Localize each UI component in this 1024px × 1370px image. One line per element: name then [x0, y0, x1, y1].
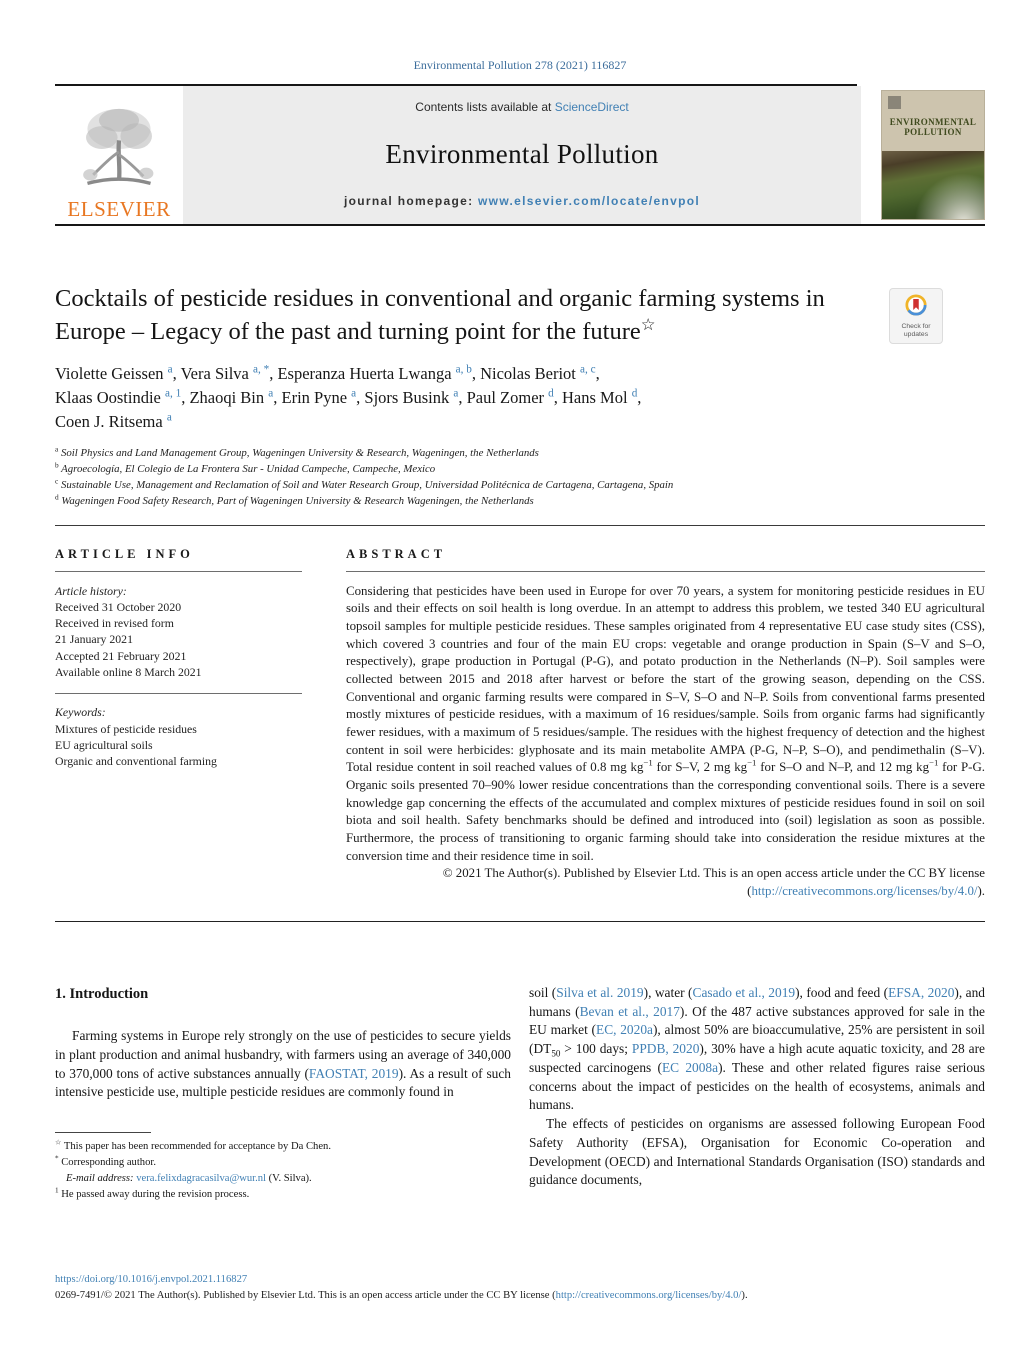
text-segment: ), almost 50% are bioaccumulative, 25% are persistent in soil (DT	[529, 1022, 986, 1057]
text-segment: for S–O and N–P, and 12 mg kg	[756, 760, 930, 775]
text-segment: This paper has been recommended for acceptance by Da Chen.	[61, 1141, 331, 1153]
affiliation-line	[55, 493, 985, 509]
text-segment: Corresponding author.	[58, 1157, 156, 1169]
inline-link[interactable]: a, *	[253, 363, 270, 376]
inline-link[interactable]: ScienceDirect	[554, 100, 629, 114]
journal-homepage-line	[344, 194, 700, 208]
text-segment: ,	[637, 388, 642, 408]
inline-link[interactable]: Bevan et al., 2017	[579, 1003, 680, 1019]
text-segment: ☆	[640, 314, 656, 334]
check-badge-label: Check for updates	[901, 323, 931, 339]
article-title	[55, 283, 855, 348]
inline-link[interactable]: a	[166, 411, 172, 424]
inline-link[interactable]: a	[351, 387, 357, 400]
article-history	[55, 583, 302, 681]
text-segment: He passed away during the revision process.	[58, 1188, 250, 1200]
abstract-license-line	[346, 883, 985, 901]
keyword-line: Organic and conventional farming	[55, 754, 217, 769]
history-line: Received in revised form	[55, 616, 174, 631]
journal-citation-link[interactable]: Environmental Pollution 278 (2021) 116827	[413, 58, 627, 72]
history-line: Received 31 October 2020	[55, 599, 182, 614]
article-info-header: ARTICLE INFO	[55, 546, 194, 561]
text-segment: ☆	[55, 1138, 62, 1147]
text-segment: ), and humans (	[529, 984, 985, 1019]
masthead-bottom-rule	[55, 224, 985, 226]
text-segment: E-mail address:	[66, 1172, 137, 1184]
footnote-divider-rule	[55, 1132, 151, 1133]
inline-link[interactable]: EC 2008a	[661, 1059, 719, 1075]
journal-title: Environmental Pollution	[385, 138, 659, 169]
check-for-updates-icon	[905, 303, 927, 320]
text-segment: , Zhaoqi Bin	[181, 388, 269, 408]
text-segment: ). Of the 487 active substances approved for sale in the EU market (	[529, 1003, 986, 1038]
text-segment: , Erin Pyne	[273, 388, 352, 408]
text-segment: a	[55, 444, 59, 454]
contents-lists-line	[415, 100, 628, 114]
text-segment: ,	[595, 364, 600, 384]
text-segment: , Vera Silva	[172, 364, 253, 384]
inline-link[interactable]: a	[268, 387, 274, 400]
elsevier-logo[interactable]	[55, 86, 183, 224]
inline-link[interactable]: http://creativecommons.org/licenses/by/4.0/	[555, 1289, 742, 1301]
text-segment: Considering that pesticides have been used in Europe for over 70 years, a system for monitoring pesticide residues in EU soils and their effects on soil health is long overdue. In an attempt to address this problem, we tested 340 EU agricultural topsoil samples for multiple pesticide residues. These samples originated from 4 representative EU case study sites (CSS), which covered 3 countries and four of the main EU crops: vegetable and orange production in Spain (S–V and S–O, respectively), grape production in Portugal (P-G), and potato production in the Netherlands (N–P). Soil samples were collected between 2015 and 2018 after harvest or before the start of the growing season, depending on the CSS. Conventional and organic farming results were compared in S–V, S–O and N–P. Soils from conventional farms presented mostly mixtures of pesticide residues, with a maximum of 16 residues/sample. Soils from organic farms had significantly fewer residues, with a maximum of 5 residues/sample. The residues with the highest frequency of detection and the highest content in soil were herbicides: glyphosate and its main metabolite AMPA (P-G, N–P, S–O), and pendimethalin (S–V). Total residue content in soil reached values of 0.8 mg kg	[346, 583, 985, 775]
text-segment: ).	[977, 884, 985, 899]
inline-link[interactable]: PPDB, 2020	[631, 1041, 700, 1057]
text-segment: Violette Geissen	[55, 364, 168, 384]
article-info-header-rule	[55, 571, 302, 572]
text-segment: , Hans Mol	[553, 388, 632, 408]
inline-link[interactable]: Silva et al. 2019	[556, 984, 644, 1000]
abstract-header-rule	[346, 571, 985, 572]
text-segment: 0269-7491/© 2021 The Author(s). Published by Elsevier Ltd. This is an open access article under the CC BY license (	[55, 1289, 556, 1301]
page-footer	[55, 1272, 985, 1304]
keyword-line: EU agricultural soils	[55, 737, 153, 752]
author-list	[55, 362, 985, 434]
abstract-column	[346, 547, 985, 901]
affiliation-line	[55, 477, 985, 493]
text-segment: ), food and feed (	[795, 984, 889, 1000]
rights-line	[55, 1288, 985, 1304]
body-section-top-rule	[55, 921, 985, 922]
journal-cover-thumbnail[interactable]	[881, 90, 985, 220]
text-segment: ), water (	[643, 984, 693, 1000]
inline-link[interactable]: vera.felixdagracasilva@wur.nl	[136, 1172, 266, 1184]
introduction-paragraph	[55, 1027, 511, 1102]
cover-journal-title: ENVIRONMENTAL POLLUTION	[889, 117, 977, 138]
title-row	[55, 283, 985, 348]
inline-link[interactable]: a	[167, 363, 173, 376]
text-segment: > 100 days;	[560, 1041, 632, 1057]
text-segment: Coen J. Ritsema	[55, 412, 167, 431]
text-segment: Farming systems in Europe rely strongly on the use of pesticides to secure yields in plant production and animal husbandry, with farmers using an average of 340,000 to 370,000 tons of active substances annually (	[55, 1028, 511, 1081]
info-abstract-section	[55, 526, 985, 901]
text-segment: Soil Physics and Land Management Group, Wageningen University & Research, Wageningen, the Netherlands	[58, 446, 539, 459]
inline-link[interactable]: www.elsevier.com/locate/envpol	[478, 194, 701, 208]
journal-banner	[183, 86, 861, 224]
text-segment: journal homepage:	[343, 194, 479, 208]
elsevier-tree-icon	[76, 103, 162, 195]
text-segment: Sustainable Use, Management and Reclamation of Soil and Water Research Group, Universidad Politécnica de Cartagena, Cartagena, Spain	[58, 479, 674, 492]
history-line: 21 January 2021	[55, 632, 133, 647]
keywords-divider-rule	[55, 693, 302, 694]
text-segment: , Nicolas Beriot	[471, 364, 581, 384]
text-segment: ), 30% have a high acute aquatic toxicity, and 28 are suspected carcinogens (	[529, 1041, 985, 1075]
text-segment: −1	[643, 758, 653, 769]
article-history-label: Article history:	[55, 583, 127, 598]
body-columns	[55, 984, 985, 1203]
history-line: Available online 8 March 2021	[55, 665, 202, 679]
inline-link[interactable]: a, b	[455, 363, 472, 376]
text-segment: *	[55, 1154, 59, 1163]
check-for-updates-badge[interactable]	[889, 288, 943, 344]
text-segment: (V. Silva).	[266, 1172, 312, 1184]
text-segment: ). As a result of such intensive pesticide use, multiple pesticide residues are commonly found in	[55, 1065, 511, 1100]
right-column	[529, 984, 985, 1203]
text-segment: Cocktails of pesticide residues in conventional and organic farming systems in Europe – Legacy of the past and turning point for the future	[55, 285, 825, 345]
text-segment: soil (	[529, 984, 557, 1000]
inline-link[interactable]: https://doi.org/10.1016/j.envpol.2021.116827	[55, 1274, 248, 1285]
abstract-text	[346, 583, 985, 866]
text-segment: 1	[55, 1186, 59, 1195]
footnote-corresponding-author	[55, 1155, 511, 1171]
body-paragraph: The effects of pesticides on organisms are assessed following European Food Safety Authority (EFSA), Organisation for Economic Co-operation and Development (OECD) and International Standards Organisation (ISO) standards and guidance documents,	[529, 1116, 985, 1188]
author-line	[55, 410, 985, 434]
keywords-label: Keywords:	[55, 705, 106, 720]
text-segment: ).	[741, 1289, 748, 1301]
inline-link[interactable]: a, c	[580, 363, 596, 376]
text-segment: Wageningen Food Safety Research, Part of Wageningen University & Research Wageningen, the Netherlands	[58, 495, 534, 508]
abstract-copyright-line: © 2021 The Author(s). Published by Elsevier Ltd. This is an open access article under the CC BY license	[442, 866, 985, 881]
inline-link[interactable]: a, 1	[164, 387, 182, 400]
keywords-block	[55, 704, 302, 769]
inline-link[interactable]: EFSA, 2020	[888, 984, 955, 1000]
affiliation-line	[55, 461, 985, 477]
inline-link[interactable]: EC, 2020a	[596, 1022, 653, 1038]
inline-link[interactable]: d	[631, 387, 638, 400]
text-segment: −1	[929, 758, 939, 769]
text-segment: d	[55, 492, 59, 502]
footnote-recommendation	[55, 1139, 511, 1155]
footnote-passed-away	[55, 1187, 511, 1203]
abstract-header: ABSTRACT	[346, 546, 447, 561]
affiliation-line	[55, 445, 985, 461]
inline-link[interactable]: FAOSTAT, 2019	[308, 1065, 399, 1081]
left-column	[55, 984, 511, 1203]
author-line	[55, 386, 985, 410]
text-segment: Klaas Oostindie	[55, 388, 165, 408]
introduction-heading: 1. Introduction	[55, 985, 149, 1002]
text-segment: for S–V, 2 mg kg	[652, 760, 748, 775]
cover-issn-block	[888, 96, 901, 109]
text-segment: , Sjors Busink	[356, 388, 454, 408]
keyword-line: Mixtures of pesticide residues	[55, 721, 197, 736]
affiliation-list	[55, 445, 985, 510]
text-segment: Agroecología, El Colegio de La Frontera Sur - Unidad Campeche, Campeche, Mexico	[58, 463, 436, 476]
text-segment: 50	[551, 1048, 561, 1059]
text-segment: , Esperanza Huerta Lwanga	[269, 364, 456, 384]
footnote-block	[55, 1132, 511, 1203]
journal-masthead	[55, 86, 985, 224]
text-segment: for P-G. Organic soils presented 70–90% lower residue concentrations than the corresponding conventional soils. There is a severe knowledge gap concerning the effects of the accumulated and complex mixtures of pesticide residues found in soil on soil biota and soil health. Safety benchmarks should be defined and introduced into (soil) legislation as soon as possible. Furthermore, the process of transitioning to organic farming should take into consideration the residue mixtures at the conversion time and their residence time in soil.	[346, 760, 985, 863]
text-segment: Contents lists available at	[415, 100, 555, 114]
doi-link-line[interactable]	[55, 1272, 985, 1288]
history-line: Accepted 21 February 2021	[55, 648, 187, 663]
inline-link[interactable]: d	[548, 387, 554, 400]
elsevier-wordmark: ELSEVIER	[67, 197, 171, 221]
text-segment: −1	[747, 758, 757, 769]
text-segment: b	[55, 460, 59, 470]
article-info-column	[55, 547, 302, 901]
author-line	[55, 362, 985, 386]
inline-link[interactable]: http://creativecommons.org/licenses/by/4.0/	[751, 884, 978, 899]
cover-photo	[882, 151, 984, 219]
footnote-email-line	[55, 1171, 511, 1187]
inline-link[interactable]: a	[453, 387, 459, 400]
text-segment: , Paul Zomer	[458, 388, 549, 408]
text-segment: (	[747, 884, 752, 899]
inline-link[interactable]: Casado et al., 2019	[692, 984, 796, 1000]
text-segment: ). These and other related figures raise serious concerns about the impact of pesticides on the health of ecosystems, animals and humans.	[529, 1059, 985, 1113]
text-segment: c	[55, 476, 59, 486]
body-paragraph	[529, 984, 985, 1115]
